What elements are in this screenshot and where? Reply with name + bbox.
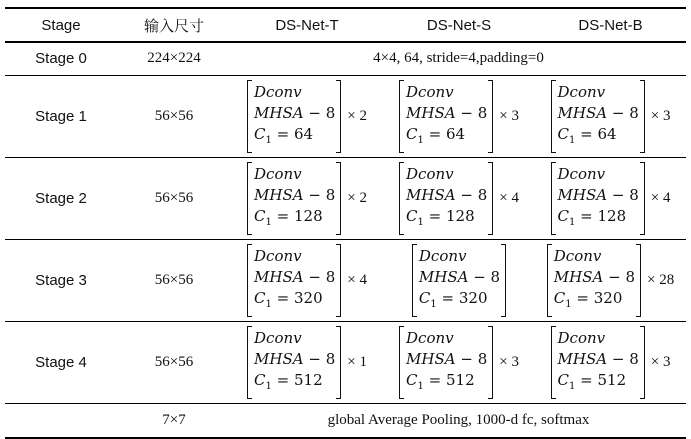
mhsa-line <box>558 349 639 370</box>
channel-line <box>254 206 335 233</box>
mhsa-label: MHSA <box>557 349 608 368</box>
dconv-line: Dconv <box>418 246 467 265</box>
repeat-count: × 3 <box>650 353 671 370</box>
bracket-group <box>399 326 493 399</box>
block-config-cell <box>231 239 383 321</box>
equals-sign: = <box>271 206 294 225</box>
channel-value: 64 <box>294 124 314 143</box>
dconv-line: Dconv <box>254 82 302 101</box>
table-row-stage-2 <box>5 157 686 239</box>
bracket-group <box>547 244 641 317</box>
mhsa-heads: − 8 <box>607 103 639 122</box>
input-size: 224×224 <box>117 42 231 75</box>
bracket-group <box>247 326 341 399</box>
channel-subscript: 1 <box>417 216 424 228</box>
header-row <box>5 8 686 42</box>
mhsa-heads: − 8 <box>468 267 501 286</box>
channel-subscript: 1 <box>569 216 576 228</box>
channel-symbol: C <box>553 288 566 307</box>
channel-value: 512 <box>446 370 475 389</box>
mhsa-heads: − 8 <box>603 267 635 286</box>
bracket-group <box>551 80 645 153</box>
equals-sign: = <box>423 370 446 389</box>
stage-label: Stage 2 <box>5 157 117 239</box>
mhsa-line <box>406 349 487 370</box>
input-size: 56×56 <box>117 157 231 239</box>
dconv-line: Dconv <box>553 246 602 265</box>
stage-label: Stage 1 <box>5 75 117 157</box>
mhsa-heads: − 8 <box>607 185 639 204</box>
channel-subscript: 1 <box>565 298 572 310</box>
block-config-cell <box>535 321 686 403</box>
mhsa-line <box>254 349 335 370</box>
channel-symbol: C <box>254 206 266 225</box>
table-row-final <box>5 403 686 438</box>
block-matrix <box>551 326 671 399</box>
bracket-group <box>247 80 341 153</box>
block-matrix <box>551 80 671 153</box>
block-config-cell <box>383 157 535 239</box>
channel-symbol: C <box>557 206 570 225</box>
mhsa-line <box>558 185 639 206</box>
repeat-count: × 4 <box>347 271 367 288</box>
equals-sign: = <box>575 370 598 389</box>
repeat-count: × 2 <box>347 107 367 124</box>
mhsa-label: MHSA <box>406 185 456 204</box>
block-config-cell <box>535 239 686 321</box>
channel-value: 320 <box>593 288 623 307</box>
channel-line <box>558 206 639 233</box>
mhsa-label: MHSA <box>254 349 304 368</box>
channel-symbol: C <box>418 288 431 307</box>
channel-symbol: C <box>557 370 570 389</box>
stage-label: Stage 4 <box>5 321 117 403</box>
channel-symbol: C <box>406 124 418 143</box>
channel-value: 512 <box>294 370 323 389</box>
table-row-stage-1 <box>5 75 686 157</box>
mhsa-line <box>406 103 487 124</box>
channel-subscript: 1 <box>417 134 424 146</box>
channel-subscript: 1 <box>265 216 272 228</box>
dconv-line: Dconv <box>406 164 454 183</box>
block-config-cell <box>383 239 535 321</box>
mhsa-heads: − 8 <box>455 185 488 204</box>
mhsa-heads: − 8 <box>303 103 336 122</box>
stem-description: 4×4, 64, stride=4,padding=0 <box>231 42 686 75</box>
mhsa-line <box>558 103 639 124</box>
header-ds-net-t: DS-Net-T <box>231 8 383 42</box>
block-config-cell <box>231 75 383 157</box>
block-matrix <box>399 326 519 399</box>
channel-subscript: 1 <box>265 298 272 310</box>
channel-line <box>254 124 335 151</box>
block-matrix <box>399 80 519 153</box>
channel-subscript: 1 <box>569 134 576 146</box>
equals-sign: = <box>575 206 598 225</box>
block-matrix <box>551 162 671 235</box>
channel-line <box>254 370 335 397</box>
dconv-line: Dconv <box>406 82 454 101</box>
mhsa-line <box>406 185 487 206</box>
mhsa-line <box>419 267 500 288</box>
bracket-group <box>399 162 493 235</box>
channel-symbol: C <box>254 288 266 307</box>
table-row-stage-4 <box>5 321 686 403</box>
dconv-line: Dconv <box>254 246 302 265</box>
header-ds-net-s: DS-Net-S <box>383 8 535 42</box>
equals-sign: = <box>436 288 459 307</box>
block-matrix <box>412 244 506 317</box>
channel-subscript: 1 <box>417 380 424 392</box>
bracket-group <box>412 244 506 317</box>
repeat-count: × 3 <box>650 107 671 124</box>
repeat-count: × 4 <box>650 189 671 206</box>
header-ds-net-b: DS-Net-B <box>535 8 686 42</box>
block-config-cell <box>231 321 383 403</box>
block-matrix <box>247 80 367 153</box>
input-size: 7×7 <box>117 403 231 438</box>
dconv-line: Dconv <box>406 328 454 347</box>
channel-subscript: 1 <box>265 380 272 392</box>
mhsa-label: MHSA <box>254 185 304 204</box>
bracket-group <box>551 162 645 235</box>
mhsa-heads: − 8 <box>455 103 488 122</box>
dconv-line: Dconv <box>254 328 302 347</box>
channel-value: 320 <box>294 288 323 307</box>
equals-sign: = <box>571 288 594 307</box>
repeat-count: × 1 <box>347 353 367 370</box>
channel-value: 512 <box>597 370 627 389</box>
mhsa-label: MHSA <box>406 103 456 122</box>
channel-line <box>554 288 635 315</box>
channel-line <box>406 124 487 151</box>
channel-value: 128 <box>597 206 627 225</box>
block-config-cell <box>535 75 686 157</box>
channel-line <box>254 288 335 315</box>
bracket-group <box>247 162 341 235</box>
equals-sign: = <box>271 370 294 389</box>
repeat-count: × 4 <box>499 189 519 206</box>
channel-subscript: 1 <box>569 380 576 392</box>
block-config-cell <box>383 75 535 157</box>
block-matrix <box>247 162 367 235</box>
dconv-line: Dconv <box>254 164 302 183</box>
mhsa-heads: − 8 <box>303 267 336 286</box>
input-size: 56×56 <box>117 321 231 403</box>
channel-symbol: C <box>406 370 418 389</box>
block-matrix <box>247 326 367 399</box>
channel-value: 320 <box>458 288 488 307</box>
channel-value: 128 <box>446 206 475 225</box>
mhsa-label: MHSA <box>553 267 604 286</box>
mhsa-line <box>254 267 335 288</box>
stage-label: Stage 0 <box>5 42 117 75</box>
mhsa-label: MHSA <box>254 267 304 286</box>
repeat-count: × 2 <box>347 189 367 206</box>
mhsa-line <box>554 267 635 288</box>
mhsa-label: MHSA <box>557 185 608 204</box>
mhsa-line <box>254 185 335 206</box>
channel-symbol: C <box>254 370 266 389</box>
mhsa-label: MHSA <box>418 267 469 286</box>
channel-symbol: C <box>406 206 418 225</box>
block-config-cell <box>535 157 686 239</box>
equals-sign: = <box>575 124 598 143</box>
channel-line <box>419 288 500 315</box>
equals-sign: = <box>423 124 446 143</box>
channel-subscript: 1 <box>430 298 437 310</box>
mhsa-line <box>254 103 335 124</box>
dconv-line: Dconv <box>557 82 606 101</box>
mhsa-label: MHSA <box>406 349 456 368</box>
channel-line <box>558 370 639 397</box>
block-config-cell <box>383 321 535 403</box>
header-input-size: 输入尺寸 <box>117 8 231 42</box>
empty-cell <box>5 403 117 438</box>
input-size: 56×56 <box>117 75 231 157</box>
block-config-cell <box>231 157 383 239</box>
block-matrix <box>547 244 674 317</box>
channel-value: 64 <box>597 124 617 143</box>
dconv-line: Dconv <box>557 328 606 347</box>
channel-subscript: 1 <box>265 134 272 146</box>
equals-sign: = <box>271 124 294 143</box>
equals-sign: = <box>423 206 446 225</box>
block-matrix <box>399 162 519 235</box>
mhsa-label: MHSA <box>254 103 304 122</box>
header-stage: Stage <box>5 8 117 42</box>
block-matrix <box>247 244 367 317</box>
bracket-group <box>247 244 341 317</box>
mhsa-label: MHSA <box>557 103 608 122</box>
channel-line <box>558 124 639 151</box>
repeat-count: × 3 <box>499 107 519 124</box>
input-size: 56×56 <box>117 239 231 321</box>
channel-value: 128 <box>294 206 323 225</box>
channel-symbol: C <box>557 124 570 143</box>
mhsa-heads: − 8 <box>303 185 336 204</box>
channel-symbol: C <box>254 124 266 143</box>
mhsa-heads: − 8 <box>303 349 336 368</box>
stage-label: Stage 3 <box>5 239 117 321</box>
channel-line <box>406 370 487 397</box>
mhsa-heads: − 8 <box>607 349 639 368</box>
repeat-count: × 28 <box>647 271 675 288</box>
bracket-group <box>551 326 645 399</box>
mhsa-heads: − 8 <box>455 349 488 368</box>
equals-sign: = <box>271 288 294 307</box>
channel-value: 64 <box>446 124 466 143</box>
dconv-line: Dconv <box>557 164 606 183</box>
channel-line <box>406 206 487 233</box>
table-row-stage-3 <box>5 239 686 321</box>
architecture-table <box>5 7 686 439</box>
bracket-group <box>399 80 493 153</box>
table-row-stage-0 <box>5 42 686 75</box>
head-description: global Average Pooling, 1000-d fc, softmax <box>231 403 686 438</box>
repeat-count: × 3 <box>499 353 519 370</box>
